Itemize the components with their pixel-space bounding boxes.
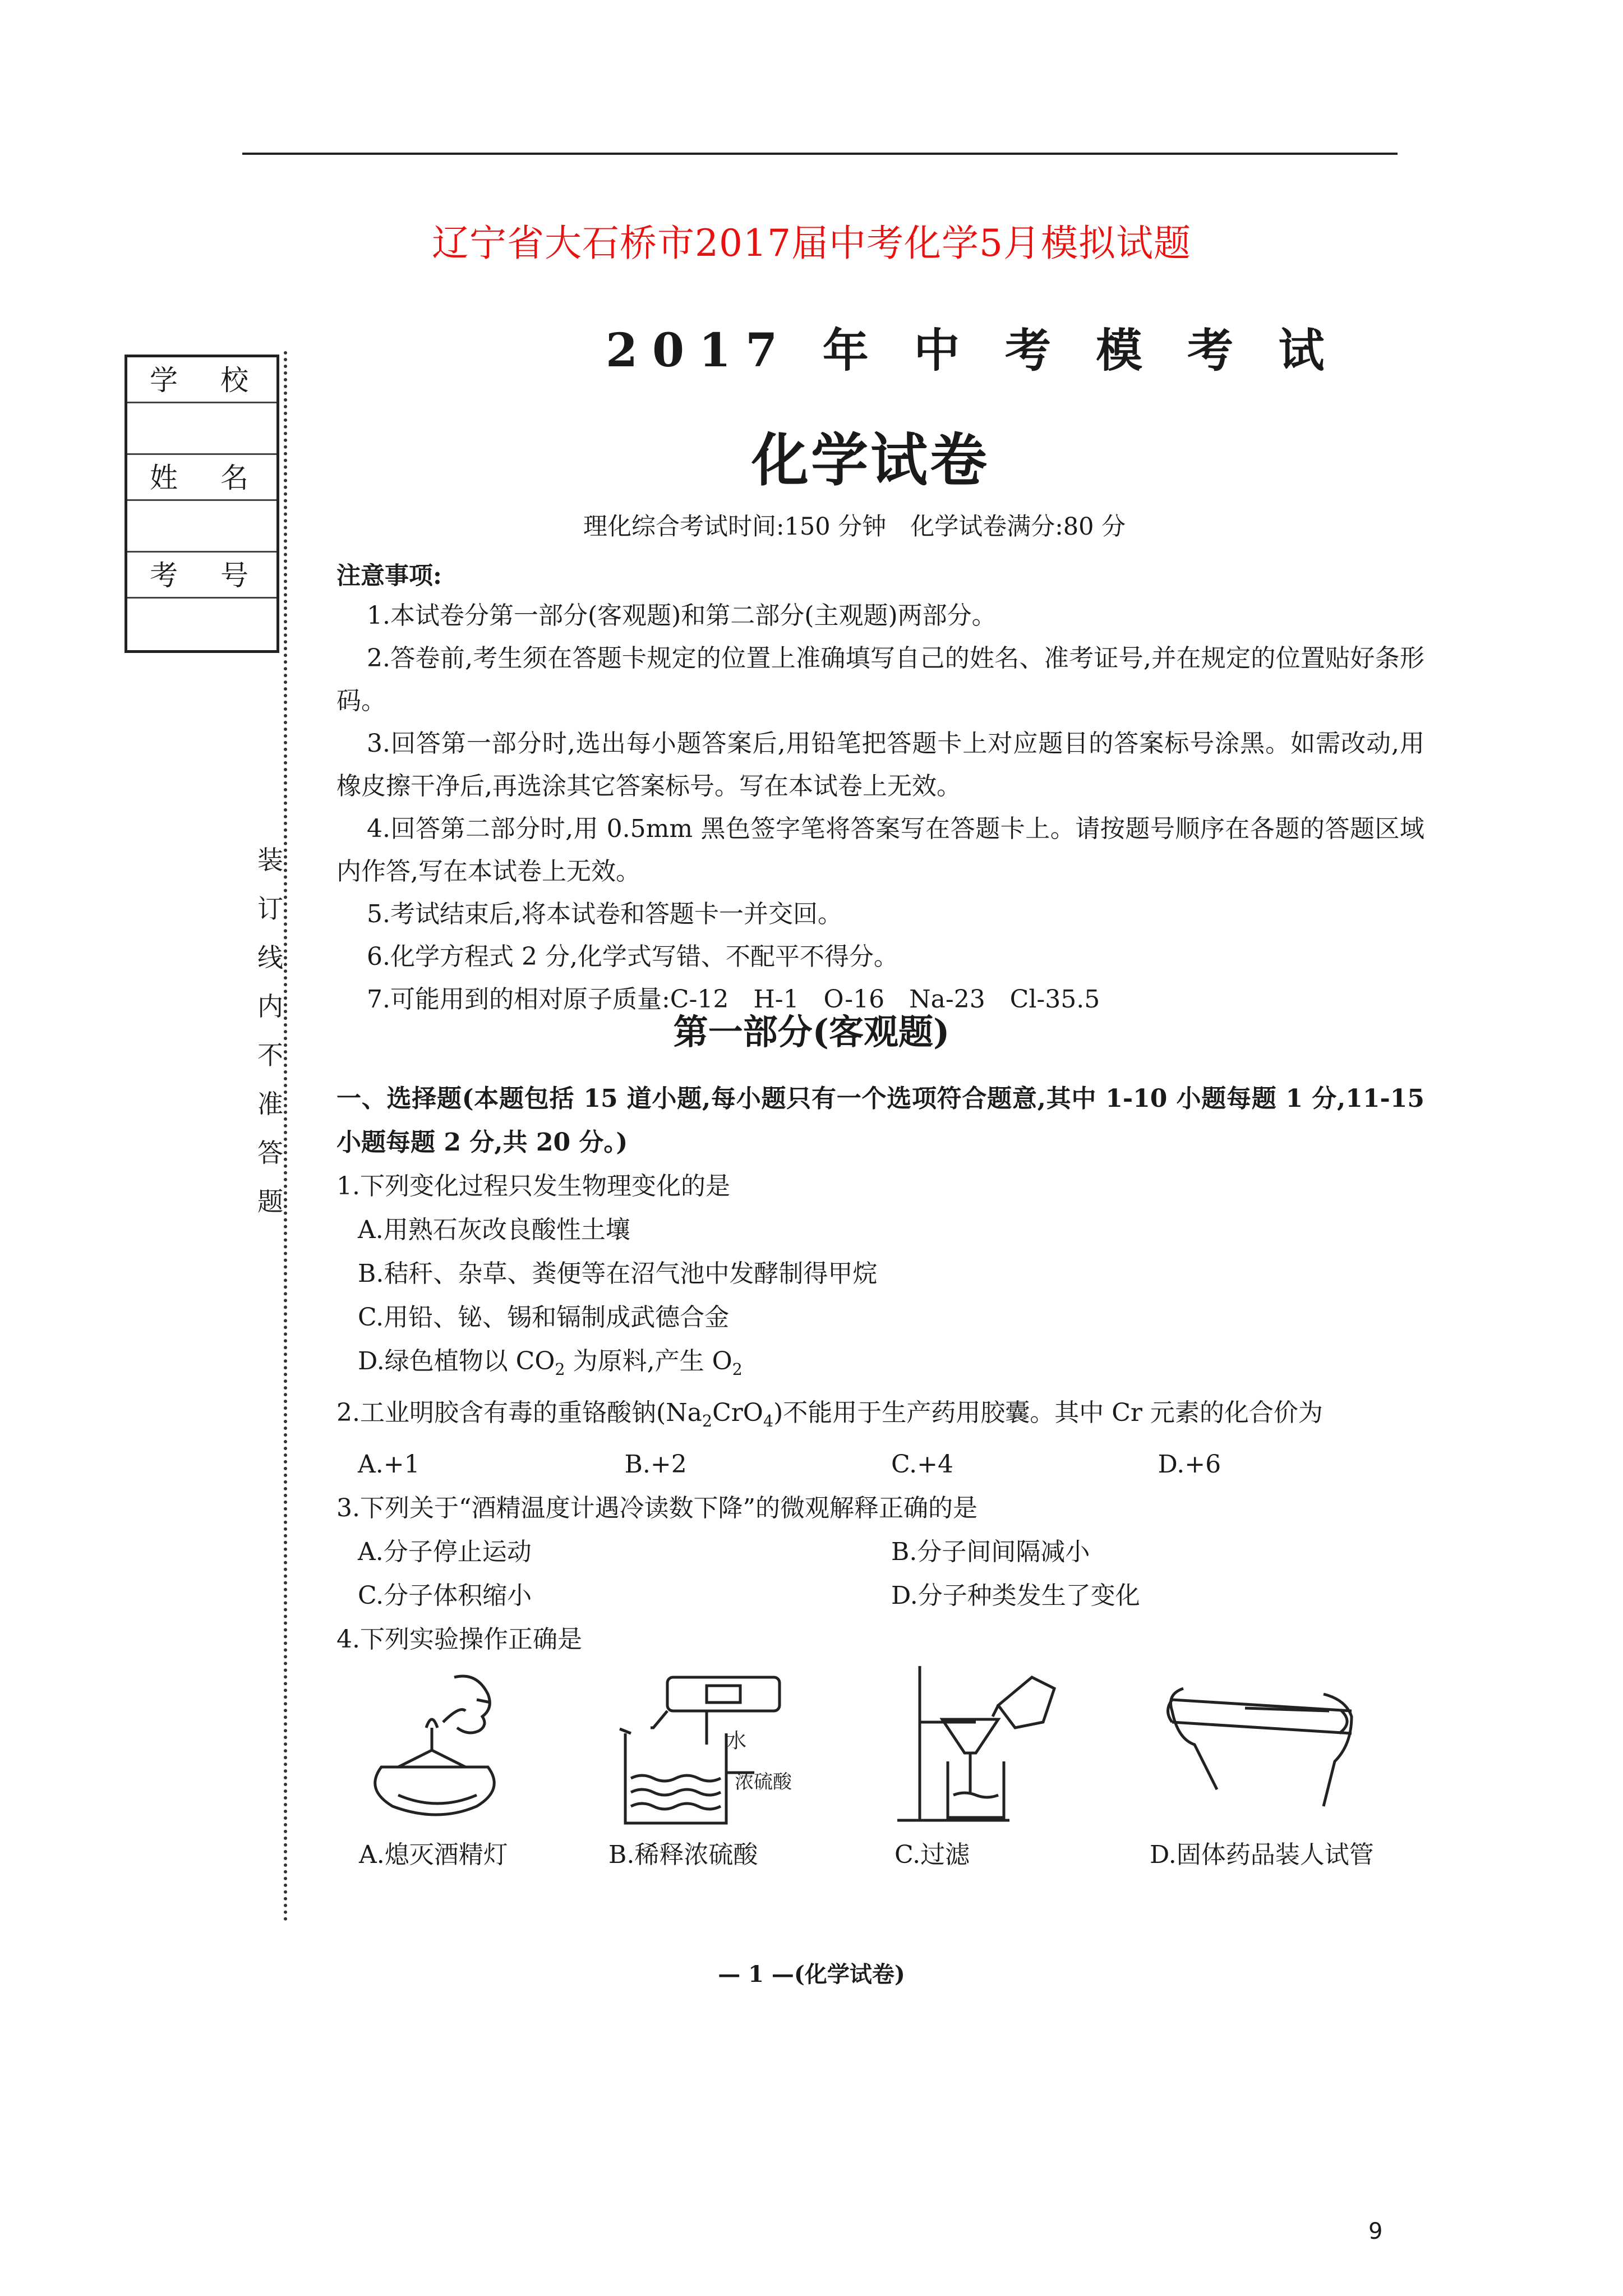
notice-item: 2.答卷前,考生须在答题卡规定的位置上准确填写自己的姓名、准考证号,并在规定的位置贴好条形码。 [336,644,1424,715]
question-1-option-a: A.用熟石灰改良酸性土壤 [358,1216,630,1244]
solid-reagent-illustration [1150,1666,1385,1829]
notice-item: 4.回答第二部分时,用 0.5mm 黑色签字笔将答案写在答题卡上。请按题号顺序在各题的答题区域内作答,写在本试卷上无效。 [336,815,1424,886]
question-3-stem: 3.下列关于“酒精温度计遇冷读数下降”的微观解释正确的是 [336,1493,978,1522]
label-water: 水 [726,1729,747,1752]
binding-char: 答 [257,1138,283,1168]
figure-dilute-acid [608,1666,822,1829]
exam-title: 2017 年 中 考 模 考 试 [606,324,1339,378]
question-1-stem: 1.下列变化过程只发生物理变化的是 [336,1172,730,1200]
exam-subject: 化学试卷 [751,427,989,494]
school-field[interactable] [127,403,276,455]
name-field[interactable] [127,501,276,553]
name-label: 姓 名 [127,455,276,501]
question-3-option-d: D.分子种类发生了变化 [891,1581,1140,1610]
notice-item: 6.化学方程式 2 分,化学式写错、不配平不得分。 [367,942,898,971]
exam-time-info: 理化综合考试时间:150 分钟 化学试卷满分:80 分 [583,513,1126,541]
notice-item: 7.可能用到的相对原子质量:C-12 H-1 O-16 Na-23 Cl-35.5 [367,985,1100,1014]
question-1-option-b: B.秸秆、杂草、粪便等在沼气池中发酵制得甲烷 [358,1259,878,1288]
figure-label-d: D.固体药品装人试管 [1150,1841,1374,1869]
exam-number-label: 考 号 [127,553,276,599]
figure-label-b: B.稀释浓硫酸 [608,1841,758,1869]
question-4-stem: 4.下列实验操作正确是 [336,1625,582,1654]
figure-solid-reagent [1150,1666,1385,1829]
page-number: 9 [1368,2219,1383,2244]
binding-char: 订 [257,894,283,924]
question-3-option-a: A.分子停止运动 [358,1537,532,1566]
notice-item: 1.本试卷分第一部分(客观题)和第二部分(主观题)两部分。 [367,601,997,630]
question-3-options-row1 [336,1530,1424,1574]
dilute-acid-illustration [608,1666,822,1829]
figure-alcohol-lamp [359,1666,527,1829]
question-1-option-d: D.绿色植物以 $CO_2$ 为原料,产生 $O_2$ [358,1347,743,1379]
alcohol-lamp-illustration [359,1666,527,1829]
binding-char: 不 [257,1040,283,1070]
student-info-box [125,355,279,653]
page-footer: — 1 —(化学试卷) [718,1961,905,1987]
binding-char: 题 [257,1186,283,1217]
figure-label-c: C.过滤 [895,1841,970,1869]
question-3-option-b: B.分子间间隔减小 [891,1537,1090,1566]
question-2-option-c: C.+4 [891,1450,953,1479]
binding-char: 线 [257,942,283,973]
label-concentrated-acid: 浓硫酸 [735,1771,792,1793]
binding-char: 准 [257,1089,283,1119]
notice-list [336,595,1424,1021]
school-label: 学 校 [127,357,276,403]
question-2-options [336,1443,1424,1487]
question-2-option-a: A.+1 [358,1450,420,1479]
question-3-options-row2 [336,1574,1424,1618]
question-1-option-c: C.用铅、铋、锡和镉制成武德合金 [358,1303,730,1332]
section-intro: 一、选择题(本题包括 15 道小题,每小题只有一个选项符合题意,其中 1-10 小题每题 1 分,11-15 小题每题 2 分,共 20 分。) [336,1084,1424,1157]
question-2-option-d: D.+6 [1158,1450,1221,1479]
question-3-option-c: C.分子体积缩小 [358,1581,532,1610]
figure-label-a: A.熄灭酒精灯 [359,1841,508,1869]
figure-filtration [886,1666,1071,1829]
question-2-option-b: B.+2 [624,1450,687,1479]
filtration-illustration [886,1666,1071,1829]
binding-char: 内 [257,991,283,1022]
document-title: 辽宁省大石桥市2017届中考化学5月模拟试题 [432,222,1191,265]
part-one-title: 第一部分(客观题) [673,1011,950,1052]
questions-block [336,1077,1424,1662]
exam-number-field[interactable] [127,599,276,650]
binding-char: 装 [257,845,283,875]
notice-item: 5.考试结束后,将本试卷和答题卡一并交回。 [367,900,842,928]
question-2-stem: 2.工业明胶含有毒的重铬酸钠$(Na_2CrO_4)$不能用于生产药用胶囊。其中 Cr 元素的化合价为 [336,1398,1323,1430]
top-rule [242,153,1398,155]
notice-heading: 注意事项: [336,562,442,590]
notice-item: 3.回答第一部分时,选出每小题答案后,用铅笔把答题卡上对应题目的答案标号涂黑。如需改动,用橡皮擦干净后,再选涂其它答案标号。写在本试卷上无效。 [336,729,1424,800]
